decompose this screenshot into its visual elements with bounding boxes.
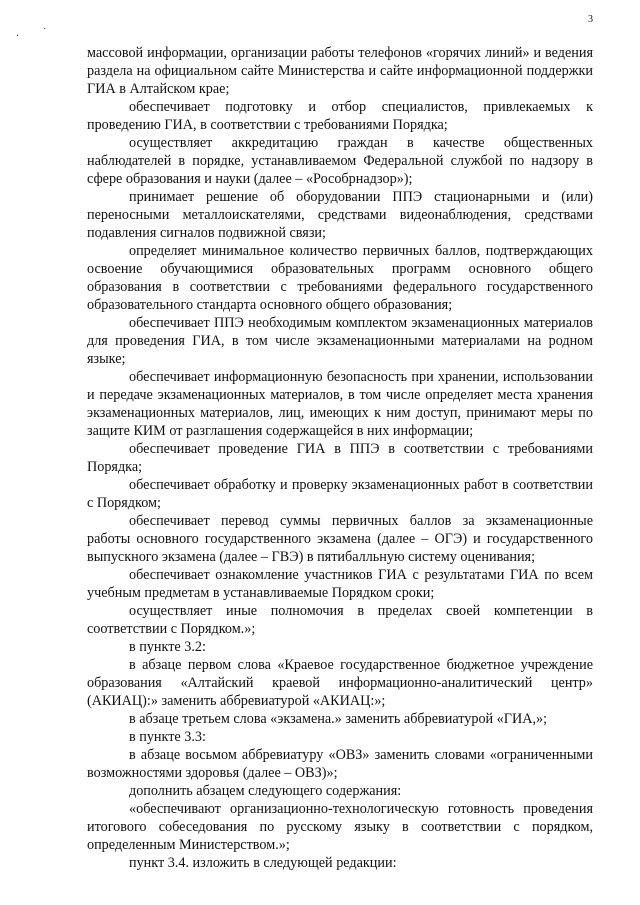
paragraph: обеспечивает обработку и проверку экзаменационных работ в соответствии с Порядком; <box>87 477 593 511</box>
paragraph: в абзаце первом слова «Краевое государственное бюджетное учреждение образования «Алтайский краевой информационно-аналитический центр» (АКИАЦ):» заменить аббревиатурой «АКИАЦ:»; <box>87 657 593 709</box>
paragraph: осуществляет аккредитацию граждан в качестве общественных наблюдателей в порядке, устанавливаемом Федеральной службой по надзору в сфере образования и науки (далее – «Рособрнадзор»); <box>87 135 593 187</box>
paragraph: массовой информации, организации работы телефонов «горячих линий» и ведения раздела на официальном сайте Министерства и сайте информационной поддержки ГИА в Алтайском крае; <box>87 45 593 97</box>
scan-artifact: · <box>16 31 20 42</box>
paragraph: обеспечивает информационную безопасность при хранении, использовании и передаче экзаменационных материалов, в том числе определяет места хранения экзаменационных материалов, лиц, имеющих к ним доступ, принимают меры по защите КИМ от разглашения содержащейся в них информации; <box>87 369 593 439</box>
paragraph: в абзаце третьем слова «экзамена.» заменить аббревиатурой «ГИА,»; <box>129 711 548 727</box>
page-number: 3 <box>588 14 593 25</box>
paragraph: обеспечивает проведение ГИА в ППЭ в соответствии с требованиями Порядка; <box>87 441 593 475</box>
paragraph: в пункте 3.3: <box>129 729 206 745</box>
paragraph: «обеспечивают организационно-технологическую готовность проведения итогового собеседования по русскому языку в соответствии с порядком, определенным Министерством.»; <box>87 801 593 853</box>
paragraph: обеспечивает ППЭ необходимым комплектом экзаменационных материалов для проведения ГИА, в том числе экзаменационными материалами на родном языке; <box>87 315 593 367</box>
paragraph: осуществляет иные полномочия в пределах своей компетенции в соответствии с Порядком.»; <box>87 603 593 637</box>
paragraph: в абзаце восьмом аббревиатуру «ОВЗ» заменить словами «ограниченными возможностями здоровья (далее – ОВЗ)»; <box>87 747 593 781</box>
paragraph: принимает решение об оборудовании ППЭ стационарными и (или) переносными металлоискателями, средствами видеонаблюдения, средствами подавления сигналов подвижной связи; <box>87 189 593 241</box>
paragraph: пункт 3.4. изложить в следующей редакции: <box>129 855 397 871</box>
document-body <box>87 44 593 872</box>
paragraph: определяет минимальное количество первичных баллов, подтверждающих освоение обучающимися образовательных программ основного общего образования в соответствии с требованиями федерального государственного образовательного стандарта основного общего образования; <box>87 243 593 313</box>
paragraph: обеспечивает подготовку и отбор специалистов, привлекаемых к проведению ГИА, в соответствии с требованиями Порядка; <box>87 99 593 133</box>
paragraph: обеспечивает ознакомление участников ГИА с результатами ГИА по всем учебным предметам в устанавливаемые Порядком сроки; <box>87 567 593 601</box>
paragraph: обеспечивает перевод суммы первичных баллов за экзаменационные работы основного государственного экзамена (далее – ОГЭ) и государственного выпускного экзамена (далее – ГВЭ) в пятибалльную систему оценивания; <box>87 513 593 565</box>
scan-artifact: ˙ <box>43 27 47 38</box>
paragraph: в пункте 3.2: <box>129 639 206 655</box>
paragraph: дополнить абзацем следующего содержания: <box>129 783 402 799</box>
